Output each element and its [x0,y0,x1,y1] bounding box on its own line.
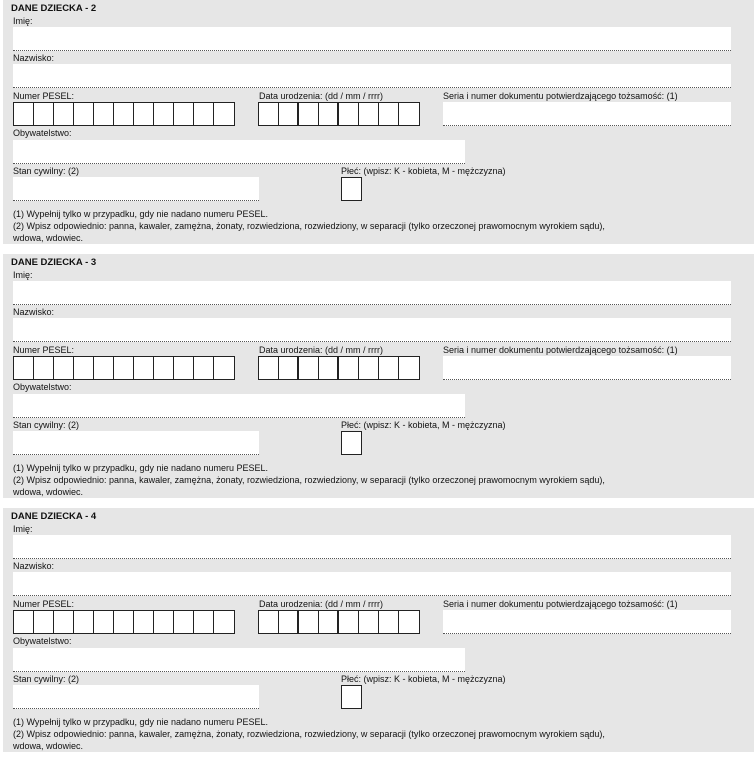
obywatelstwo-label: Obywatelstwo: [13,382,72,392]
imie-label: Imię: [13,16,33,26]
document-label: Seria i numer dokumentu potwierdzającego tożsamość: (1) [443,91,678,101]
document-field[interactable] [443,356,731,380]
footnote-1: (1) Wypełnij tylko w przypadku, gdy nie nadano numeru PESEL. [13,717,269,727]
pesel-digit[interactable] [94,103,114,125]
child-section-3 [3,254,754,498]
plec-field[interactable] [341,431,362,455]
pesel-digit[interactable] [34,357,54,379]
document-field[interactable] [443,102,731,126]
birth-date-field[interactable] [258,102,420,126]
birth-date-digit[interactable] [259,357,279,379]
section-title: DANE DZIECKA - 4 [11,511,97,522]
pesel-digit[interactable] [74,611,94,633]
plec-field[interactable] [341,685,362,709]
birth-date-digit[interactable] [279,103,299,125]
pesel-digit[interactable] [214,611,234,633]
footnote-2-cont: wdowa, wdowiec. [13,487,84,497]
pesel-digit[interactable] [134,103,154,125]
pesel-digit[interactable] [54,357,74,379]
pesel-digit[interactable] [194,611,214,633]
section-title: DANE DZIECKA - 2 [11,3,97,14]
pesel-digit[interactable] [94,611,114,633]
pesel-digit[interactable] [14,357,34,379]
birth-date-digit[interactable] [319,103,339,125]
birth-date-digit[interactable] [359,103,379,125]
birth-date-label: Data urodzenia: (dd / mm / rrrr) [259,599,384,609]
section-title: DANE DZIECKA - 3 [11,257,97,268]
pesel-digit[interactable] [34,611,54,633]
birth-date-digit[interactable] [299,357,319,379]
birth-date-field[interactable] [258,356,420,380]
imie-label: Imię: [13,270,33,280]
pesel-digit[interactable] [154,357,174,379]
pesel-digit[interactable] [14,611,34,633]
birth-date-digit[interactable] [279,357,299,379]
pesel-digit[interactable] [194,357,214,379]
birth-date-digit[interactable] [339,103,359,125]
birth-date-digit[interactable] [299,103,319,125]
obywatelstwo-label: Obywatelstwo: [13,636,72,646]
child-section-2 [3,0,754,244]
pesel-digit[interactable] [54,611,74,633]
nazwisko-label: Nazwisko: [13,307,55,317]
footnote-2: (2) Wpisz odpowiednio: panna, kawaler, zamężna, żonaty, rozwiedziona, rozwiedziony, w separacji (tylko orzeczonej prawomocnym wyrokiem sądu), [13,475,605,485]
pesel-digit[interactable] [194,103,214,125]
birth-date-digit[interactable] [359,357,379,379]
pesel-label: Numer PESEL: [13,345,75,355]
pesel-digit[interactable] [214,103,234,125]
pesel-digit[interactable] [174,103,194,125]
footnote-2-cont: wdowa, wdowiec. [13,741,84,751]
pesel-digit[interactable] [174,357,194,379]
child-section-4 [3,508,754,752]
pesel-field[interactable] [13,102,235,126]
birth-date-digit[interactable] [359,611,379,633]
obywatelstwo-label: Obywatelstwo: [13,128,72,138]
document-label: Seria i numer dokumentu potwierdzającego tożsamość: (1) [443,599,678,609]
stan-cywilny-field[interactable] [13,685,259,709]
stan-cywilny-label: Stan cywilny: (2) [13,420,80,430]
footnote-2-cont: wdowa, wdowiec. [13,233,84,243]
pesel-digit[interactable] [74,103,94,125]
stan-cywilny-label: Stan cywilny: (2) [13,674,80,684]
birth-date-digit[interactable] [339,357,359,379]
stan-cywilny-field[interactable] [13,177,259,201]
plec-label: Płeć: (wpisz: K - kobieta, M - mężczyzna) [341,420,506,430]
pesel-digit[interactable] [34,103,54,125]
birth-date-digit[interactable] [339,611,359,633]
pesel-digit[interactable] [214,357,234,379]
birth-date-label: Data urodzenia: (dd / mm / rrrr) [259,91,384,101]
pesel-field[interactable] [13,356,235,380]
nazwisko-label: Nazwisko: [13,53,55,63]
nazwisko-field[interactable] [13,64,731,88]
imie-label: Imię: [13,524,33,534]
footnote-2: (2) Wpisz odpowiednio: panna, kawaler, zamężna, żonaty, rozwiedziona, rozwiedziony, w separacji (tylko orzeczonej prawomocnym wyrokiem sądu), [13,729,605,739]
footnote-1: (1) Wypełnij tylko w przypadku, gdy nie nadano numeru PESEL. [13,209,269,219]
pesel-digit[interactable] [134,357,154,379]
pesel-digit[interactable] [14,103,34,125]
document-field[interactable] [443,610,731,634]
pesel-digit[interactable] [114,103,134,125]
birth-date-digit[interactable] [279,611,299,633]
pesel-digit[interactable] [174,611,194,633]
pesel-digit[interactable] [134,611,154,633]
nazwisko-field[interactable] [13,318,731,342]
birth-date-digit[interactable] [319,611,339,633]
birth-date-digit[interactable] [399,357,419,379]
pesel-label: Numer PESEL: [13,91,75,101]
document-label: Seria i numer dokumentu potwierdzającego tożsamość: (1) [443,345,678,355]
imie-field[interactable] [13,281,731,305]
obywatelstwo-field[interactable] [13,140,465,164]
pesel-digit[interactable] [114,357,134,379]
imie-field[interactable] [13,535,731,559]
pesel-digit[interactable] [54,103,74,125]
pesel-field[interactable] [13,610,235,634]
plec-field[interactable] [341,177,362,201]
plec-label: Płeć: (wpisz: K - kobieta, M - mężczyzna) [341,674,506,684]
footnote-2: (2) Wpisz odpowiednio: panna, kawaler, zamężna, żonaty, rozwiedziona, rozwiedziony, w separacji (tylko orzeczonej prawomocnym wyrokiem sądu), [13,221,605,231]
birth-date-digit[interactable] [379,357,399,379]
pesel-digit[interactable] [114,611,134,633]
pesel-digit[interactable] [74,357,94,379]
obywatelstwo-field[interactable] [13,394,465,418]
birth-date-digit[interactable] [259,611,279,633]
pesel-digit[interactable] [154,103,174,125]
birth-date-field[interactable] [258,610,420,634]
birth-date-digit[interactable] [399,611,419,633]
birth-date-digit[interactable] [379,103,399,125]
nazwisko-label: Nazwisko: [13,561,55,571]
stan-cywilny-field[interactable] [13,431,259,455]
birth-date-label: Data urodzenia: (dd / mm / rrrr) [259,345,384,355]
plec-label: Płeć: (wpisz: K - kobieta, M - mężczyzna) [341,166,506,176]
pesel-label: Numer PESEL: [13,599,75,609]
stan-cywilny-label: Stan cywilny: (2) [13,166,80,176]
birth-date-digit[interactable] [399,103,419,125]
birth-date-digit[interactable] [319,357,339,379]
pesel-digit[interactable] [94,357,114,379]
nazwisko-field[interactable] [13,572,731,596]
birth-date-digit[interactable] [299,611,319,633]
obywatelstwo-field[interactable] [13,648,465,672]
footnote-1: (1) Wypełnij tylko w przypadku, gdy nie nadano numeru PESEL. [13,463,269,473]
imie-field[interactable] [13,27,731,51]
birth-date-digit[interactable] [379,611,399,633]
pesel-digit[interactable] [154,611,174,633]
birth-date-digit[interactable] [259,103,279,125]
